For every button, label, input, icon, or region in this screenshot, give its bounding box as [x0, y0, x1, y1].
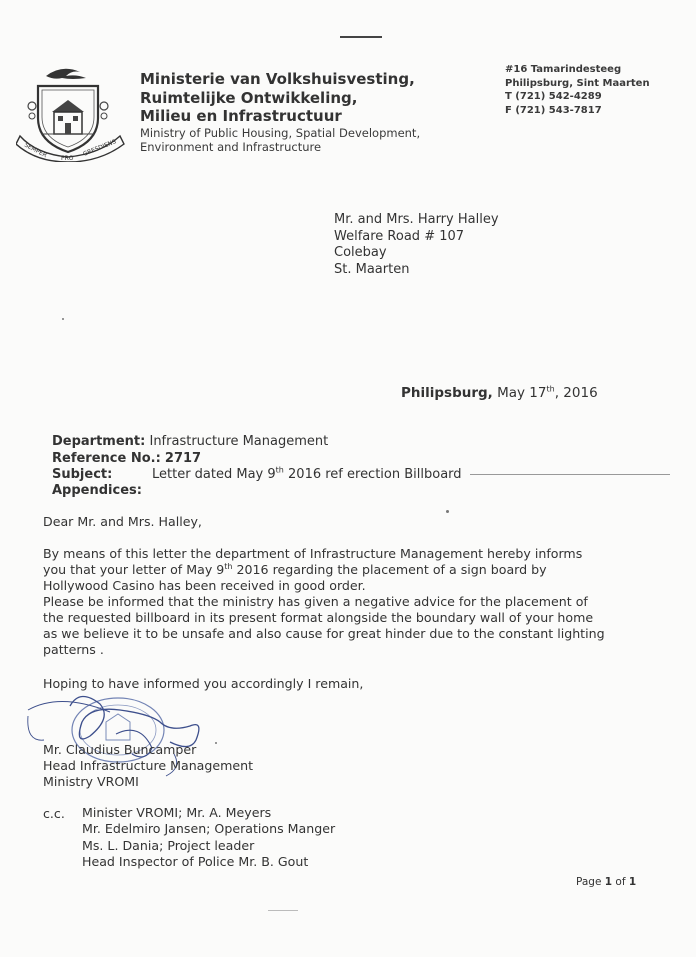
subject-label: Subject:	[52, 467, 113, 482]
recipient-line: St. Maarten	[334, 261, 410, 277]
cc-label: c.c.	[43, 806, 65, 821]
subject-row	[52, 467, 112, 482]
date-place: Philipsburg,	[401, 385, 493, 401]
cc-list	[82, 805, 335, 870]
reference-label: Reference No.:	[52, 451, 161, 466]
ministry-en-line: Ministry of Public Housing, Spatial Development,	[140, 126, 421, 140]
recipient-address	[334, 212, 499, 278]
signatory-title: Head Infrastructure Management	[43, 758, 254, 773]
cc-item: Ms. L. Dania; Project leader	[82, 837, 255, 853]
address: #16 Tamarindesteeg	[505, 64, 622, 75]
recipient-line: Mr. and Mrs. Harry Halley	[334, 212, 499, 227]
recipient-line: Welfare Road # 107	[334, 228, 465, 244]
signatory-name: Mr. Claudius Buncamper	[43, 742, 197, 757]
date-text: May 17th, 2016	[497, 384, 598, 401]
seal-motto-3: GRESDIENS	[82, 138, 118, 158]
page-number: Page 1 of 1	[576, 876, 637, 888]
scan-speck	[215, 742, 217, 744]
reference-row	[52, 451, 201, 466]
body-line: patterns .	[43, 642, 104, 657]
signatory-org: Ministry VROMI	[43, 774, 139, 789]
top-dash-mark	[340, 36, 382, 38]
fax: F (721) 543-7817	[505, 104, 602, 116]
reference-value: 2717	[164, 451, 202, 466]
ministry-nl-line: Ministerie van Volkshuisvesting,	[140, 70, 415, 88]
cc-item: Mr. Edelmiro Jansen; Operations Manger	[82, 821, 336, 837]
subject-value: Letter dated May 9th 2016 ref erection Billboard	[152, 465, 462, 482]
body-line: Please be informed that the ministry has given a negative advice for the placement of	[43, 594, 588, 609]
contact-block	[505, 63, 650, 117]
ministry-name-english	[140, 126, 420, 154]
department-label: Department:	[52, 434, 146, 449]
ministry-en-line: Environment and Infrastructure	[140, 140, 322, 154]
seal-motto-1: SEMPER	[23, 141, 48, 160]
body-line: the requested billboard in its present format alongside the boundary wall of your home	[43, 610, 594, 625]
department-value: Infrastructure Management	[149, 434, 329, 449]
department-row	[52, 434, 328, 449]
paragraph-2	[43, 594, 653, 658]
ministry-name-dutch	[140, 70, 415, 126]
closing: Hoping to have informed you accordingly I remain,	[43, 676, 364, 691]
scan-mark	[268, 910, 298, 911]
recipient-line: Colebay	[334, 245, 387, 260]
ministry-nl-line: Ruimtelijke Ontwikkeling,	[140, 88, 358, 107]
paragraph-1	[43, 546, 653, 594]
dateline	[401, 385, 598, 401]
body-line: you that your letter of May 9th 2016 regarding the placement of a sign board by	[43, 561, 547, 577]
phone: T (721) 542-4289	[505, 91, 602, 102]
body-line: as we believe it to be unsafe and also cause for great hinder due to the constant lighting	[43, 626, 605, 641]
coat-of-arms-icon	[16, 62, 130, 162]
appendices-row	[52, 483, 142, 498]
subject-scan-line	[470, 474, 670, 475]
scan-speck	[446, 510, 449, 513]
salutation: Dear Mr. and Mrs. Halley,	[43, 514, 202, 529]
cc-item: Head Inspector of Police Mr. B. Gout	[82, 853, 309, 869]
seal-motto-2: PRO	[61, 155, 74, 162]
ministry-nl-line: Milieu en Infrastructuur	[140, 107, 342, 125]
signature-block	[43, 742, 253, 790]
cc-item: Minister VROMI; Mr. A. Meyers	[82, 805, 272, 820]
appendices-label: Appendices:	[52, 483, 142, 498]
body-line: By means of this letter the department of Infrastructure Management hereby informs	[43, 546, 583, 561]
scan-speck	[62, 318, 64, 320]
body-line: Hollywood Casino has been received in good order.	[43, 578, 366, 593]
city: Philipsburg, Sint Maarten	[505, 77, 650, 89]
